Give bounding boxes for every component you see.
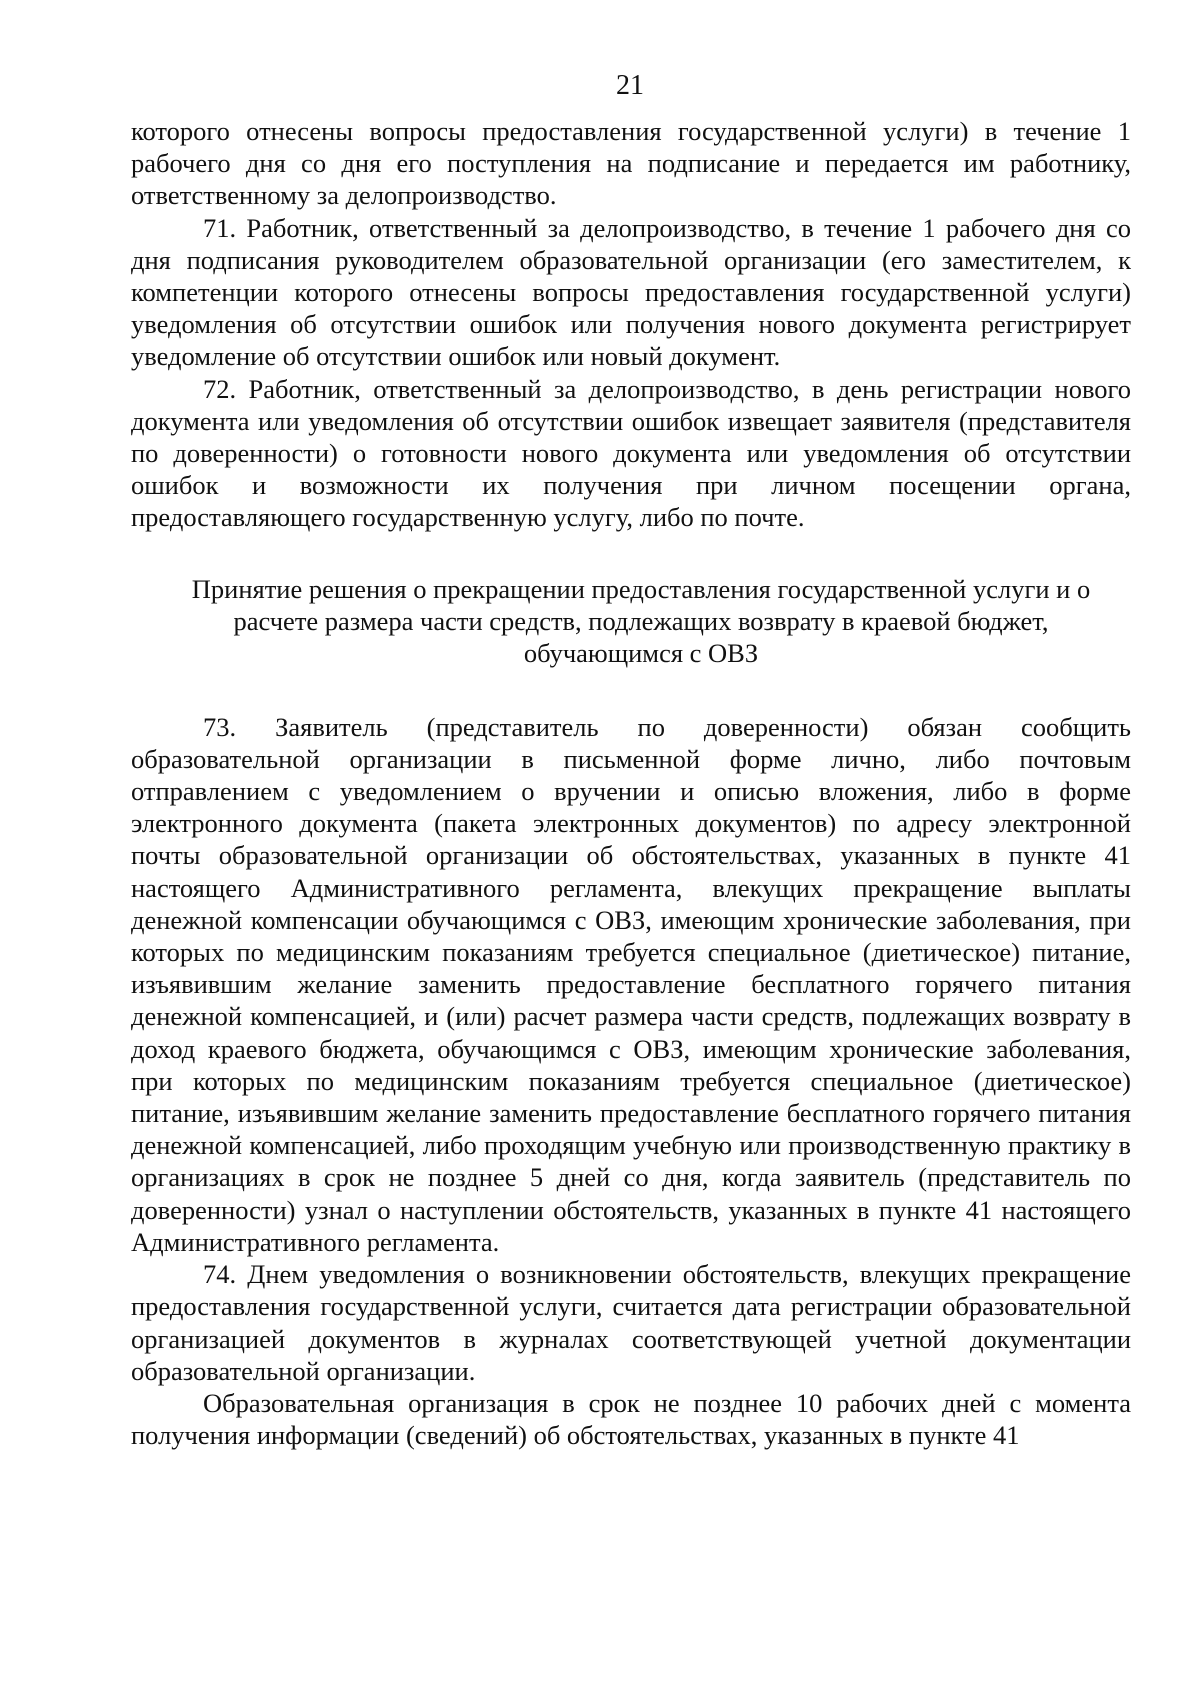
document-body <box>131 115 1131 1451</box>
paragraph-organization-deadline: Образовательная организация в срок не позднее 10 рабочих дней с момента получения информации (сведений) об обстоятельствах, указанных в пункте 41 <box>131 1387 1131 1451</box>
paragraph-continuation: которого отнесены вопросы предоставления государственной услуги) в течение 1 рабочего дня со дня его поступления на подписание и передается им работнику, ответственному за делопроизводство. <box>131 116 1131 211</box>
section-body <box>131 711 1131 1452</box>
section-heading: Принятие решения о прекращении предоставления государственной услуги и о расчете размера части средств, подлежащих возврату в краевой бюджет, обучающимся с ОВЗ <box>191 573 1091 668</box>
paragraph-74: 74. Днем уведомления о возникновении обстоятельств, влекущих прекращение предоставления государственной услуги, считается дата регистрации образовательной организацией документов в журналах соответствующей учетной документации образовательной организации. <box>131 1259 1131 1386</box>
paragraph-71: 71. Работник, ответственный за делопроизводство, в течение 1 рабочего дня со дня подписания руководителем образовательной организации (его заместителем, к компетенции которого отнесены вопросы предоставления государственной услуги) уведомления об отсутствии ошибок или получения нового документа регистрирует уведомление об отсутствии ошибок или новый документ. <box>131 212 1131 372</box>
paragraph-72: 72. Работник, ответственный за делопроизводство, в день регистрации нового документа или уведомления об отсутствии ошибок извещает заявителя (представителя по доверенности) о готовности нового документа или уведомления об отсутствии ошибок и возможности их получения при личном посещении органа, предоставляющего государственную услугу, либо по почте. <box>131 373 1131 533</box>
page-number: 21 <box>616 70 644 101</box>
paragraph-73: 73. Заявитель (представитель по доверенности) обязан сообщить образовательной организации в письменной форме лично, либо почтовым отправлением с уведомлением о вручении и описью вложения, либо в форме электронного документа (пакета электронных документов) по адресу электронной почты образовательной организации об обстоятельствах, указанных в пункте 41 настоящего Административного регламента, влекущих прекращение выплаты денежной компенсации обучающимся с ОВЗ, имеющим хронические заболевания, при которых по медицинским показаниям требуется специальное (диетическое) питание, изъявившим желание заменить предоставление бесплатного горячего питания денежной компенсацией, и (или) расчет размера части средств, подлежащих возврату в доход краевого бюджета, обучающимся с ОВЗ, имеющим хронические заболевания, при которых по медицинским показаниям требуется специальное (диетическое) питание, изъявившим желание заменить предоставление бесплатного горячего питания денежной компенсацией, либо проходящим учебную или производственную практику в организациях в срок не позднее 5 дней со дня, когда заявитель (представитель по доверенности) узнал о наступлении обстоятельств, указанных в пункте 41 настоящего Административного регламента. <box>131 711 1131 1257</box>
